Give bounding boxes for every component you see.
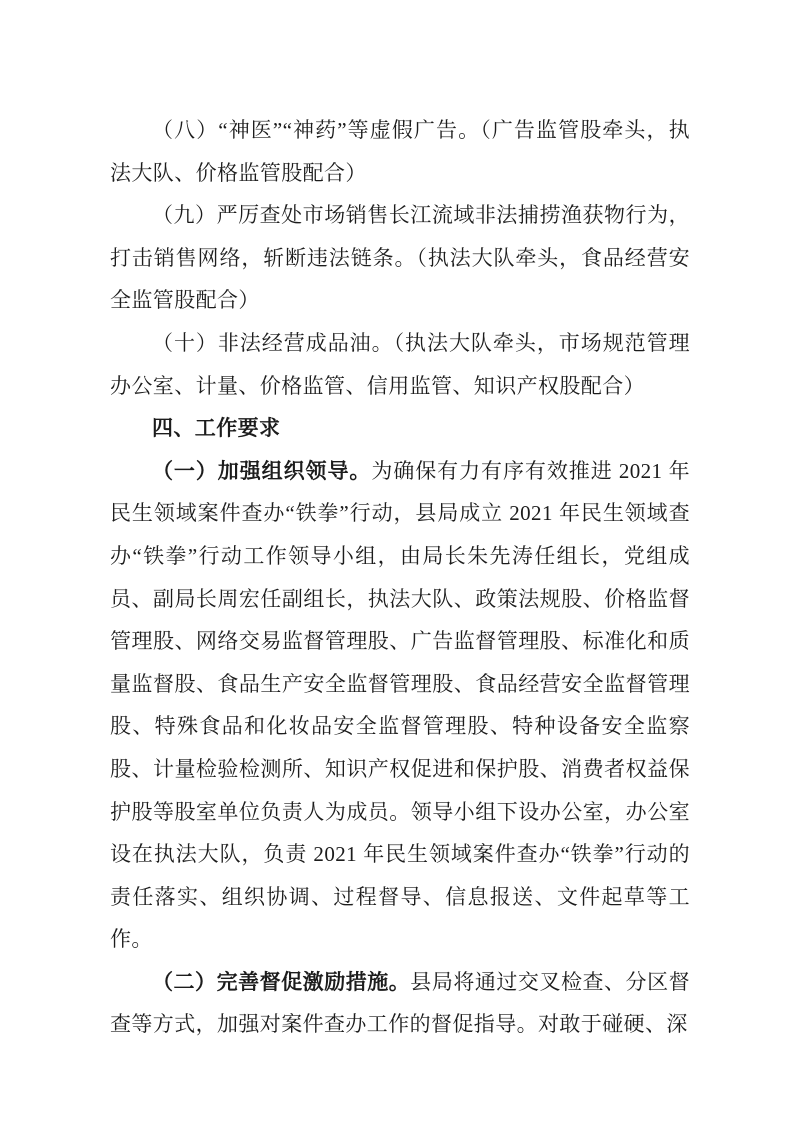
- paragraph-bold-lead: （一）加强组织领导。: [152, 458, 372, 483]
- paragraph-text: （八）“神医”“神药”等虚假广告。（广告监管股牵头，执法大队、价格监管股配合）: [110, 118, 690, 185]
- paragraph-item-9: [110, 194, 690, 322]
- paragraph-item-req-1: [110, 450, 690, 961]
- paragraph-text: 县局将通过交叉检查、分区督查等方式，加强对案件查办工作的督促指导。对敢于碰硬、深: [110, 969, 690, 1037]
- paragraph-text: 为确保有力有序有效推进 2021 年民生领域案件查办“铁拳”行动，县局成立 2021 年民生领域查办“铁拳”行动工作领导小组，由局长朱先涛任组长，党组成员、副局长周宏任副组长，执法大队、政策法规股、价格监督管理股、网络交易监督管理股、广告监督管理股、标准化和质量监督股、食品生产安全监督管理股、食品经营安全监督管理股、特殊食品和化妆品安全监督管理股、特种设备安全监察股、计量检验检测所、知识产权促进和保护股、消费者权益保护股等股室单位负责人为成员。领导小组下设办公室，办公室设在执法大队，负责 2021 年民生领域案件查办“铁拳”行动的责任落实、组织协调、过程督导、信息报送、文件起草等工作。: [110, 458, 691, 952]
- paragraph-item-10: [110, 322, 690, 407]
- paragraph-item-8: [110, 109, 690, 194]
- paragraph-text: （十）非法经营成品油。（执法大队牵头，市场规范管理办公室、计量、价格监管、信用监管、知识产权股配合）: [110, 330, 690, 398]
- paragraph-bold-lead: （二）完善督促激励措施。: [152, 969, 411, 994]
- paragraph-text: （九）严厉查处市场销售长江流域非法捕捞渔获物行为，打击销售网络，斩断违法链条。（执法大队牵头，食品经营安全监管股配合）: [110, 203, 690, 313]
- section-heading-text: 四、工作要求: [152, 416, 281, 441]
- section-heading-work-requirements: [110, 407, 690, 450]
- paragraph-item-req-2: [110, 961, 690, 1046]
- document-body: [110, 109, 690, 1046]
